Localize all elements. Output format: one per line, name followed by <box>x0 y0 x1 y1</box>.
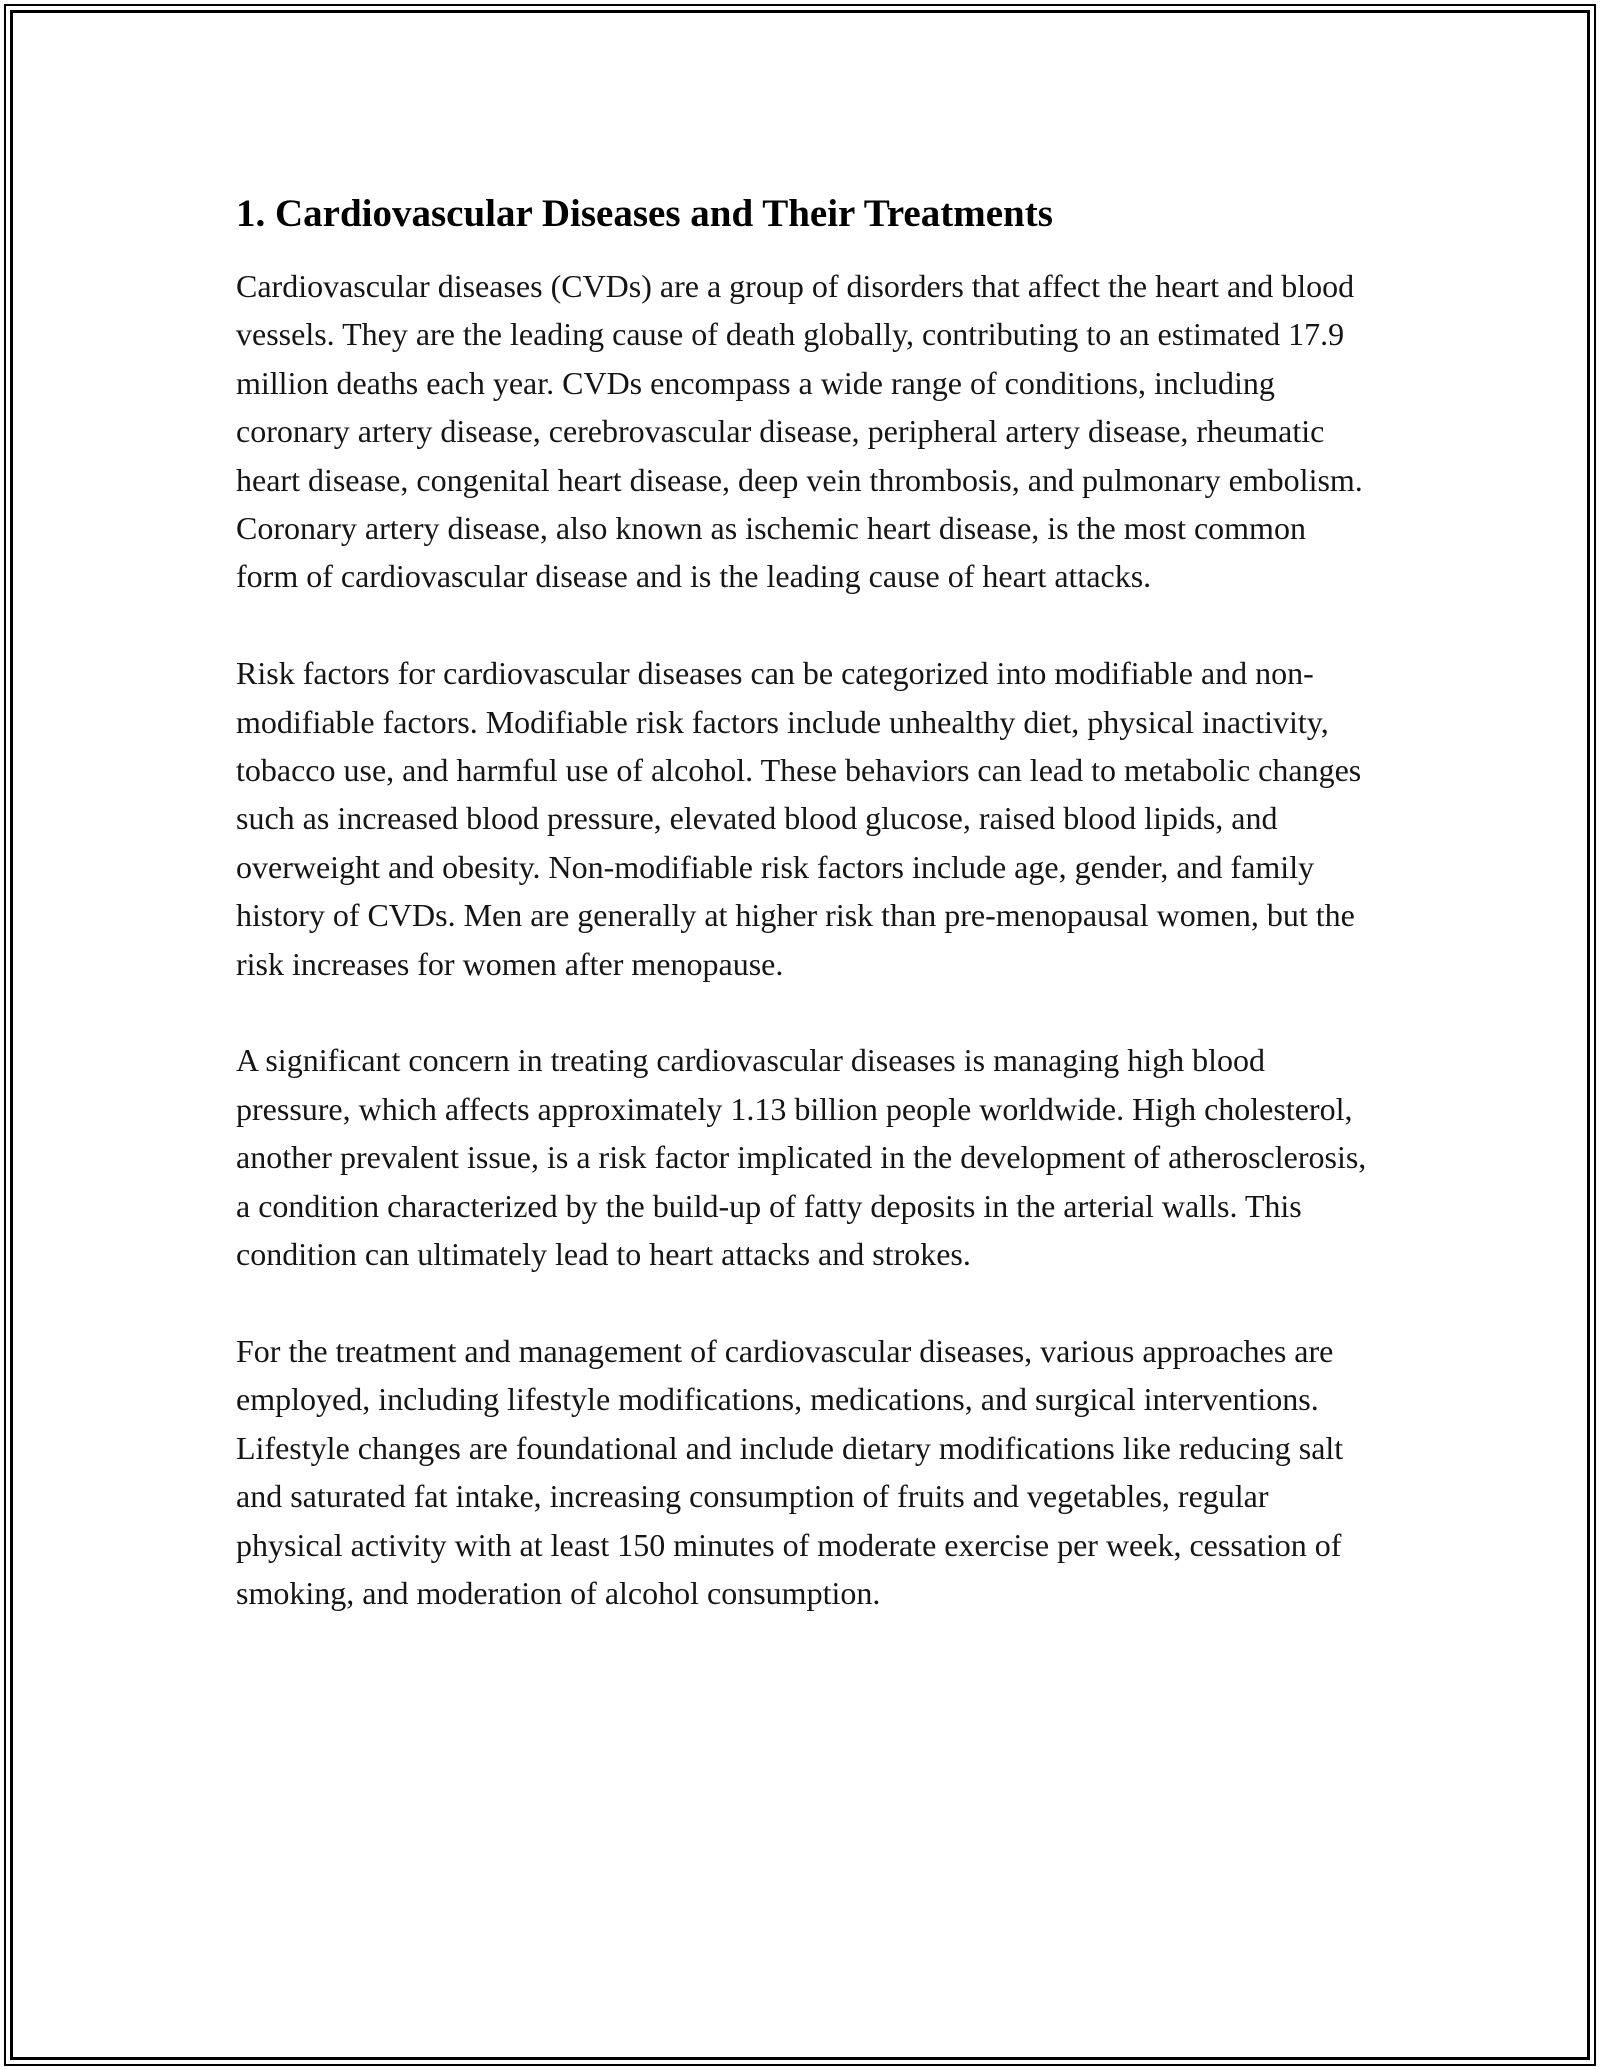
paragraph-cvd-overview: Cardiovascular diseases (CVDs) are a group of disorders that affect the heart and blood vessels. They are the leading cause of death globally, contributing to an estimated 17.9 million deaths each year. CVDs encompass a wide range of conditions, including coronary artery disease, cerebrovascular disease, peripheral artery disease, rheumatic heart disease, congenital heart disease, deep vein thrombosis, and pulmonary embolism. Coronary artery disease, also known as ischemic heart disease, is the most common form of cardiovascular disease and is the leading cause of heart attacks. <box>236 268 1363 595</box>
paragraph-risk-factors: Risk factors for cardiovascular diseases can be categorized into modifiable and non-modifiable factors. Modifiable risk factors include unhealthy diet, physical inactivity, tobacco use, and harmful use of alcohol. These behaviors can lead to metabolic changes such as increased blood pressure, elevated blood glucose, raised blood lipids, and overweight and obesity. Non-modifiable risk factors include age, gender, and family history of CVDs. Men are generally at higher risk than pre-menopausal women, but the risk increases for women after menopause. <box>236 655 1362 982</box>
section-heading: 1. Cardiovascular Diseases and Their Treatments <box>236 192 1053 235</box>
paragraph-treatment: For the treatment and management of cardiovascular diseases, various approaches are employed, including lifestyle modifications, medications, and surgical interventions. Lifestyle changes are foundational and include dietary modifications like reducing salt and saturated fat intake, increasing consumption of fruits and vegetables, regular physical activity with at least 150 minutes of moderate exercise per week, cessation of smoking, and moderation of alcohol consumption. <box>236 1332 1344 1611</box>
document-page <box>236 186 1376 1617</box>
paragraph-blood-pressure: A significant concern in treating cardiovascular diseases is managing high blood pressure, which affects approximately 1.13 billion people worldwide. High cholesterol, another prevalent issue, is a risk factor implicated in the development of atherosclerosis, a condition characterized by the build-up of fatty deposits in the arterial walls. This condition can ultimately lead to heart attacks and strokes. <box>236 1042 1367 1273</box>
